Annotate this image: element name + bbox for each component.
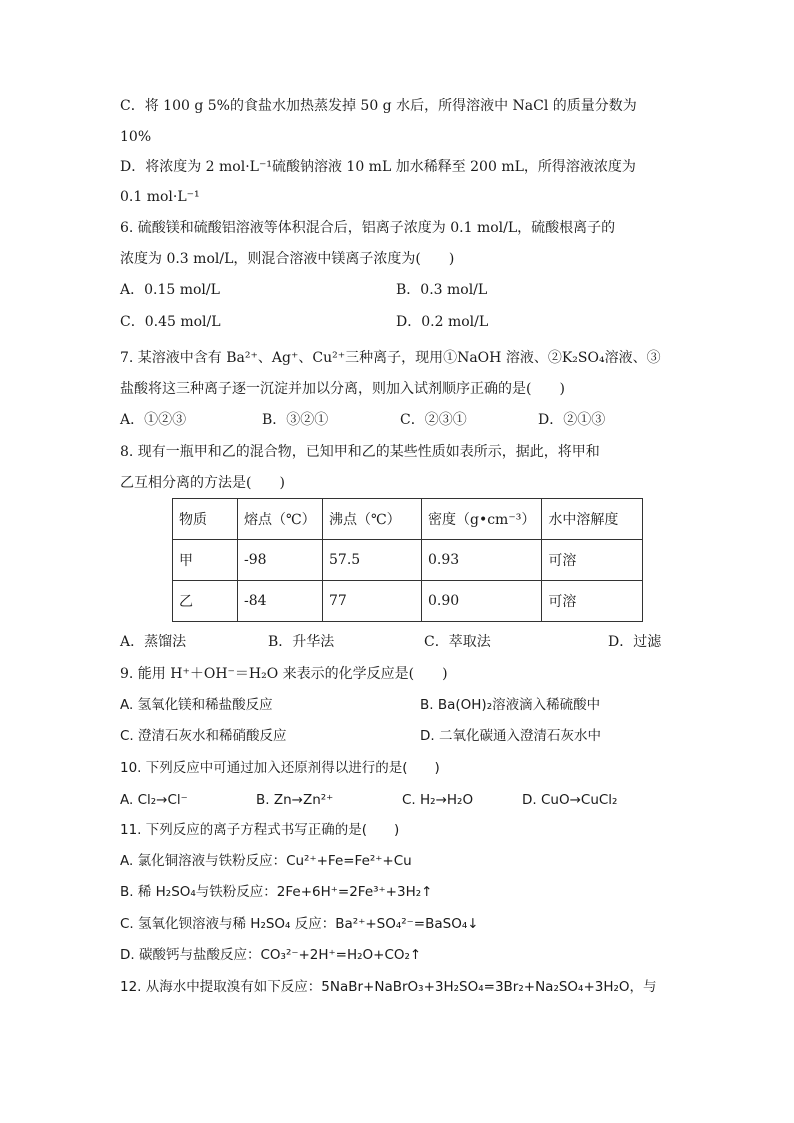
q9-option-d: D. 二氧化碳通入澄清石灰水中 <box>420 728 601 744</box>
properties-table <box>172 498 643 622</box>
q7-stem-line1: 7. 某溶液中含有 Ba²⁺、Ag⁺、Cu²⁺三种离子，现用①NaOH 溶液、②K₂SO₄溶液、③ <box>120 350 661 366</box>
q10-option-d: D. CuO→CuCl₂ <box>522 792 618 808</box>
table-cell: 77 <box>323 581 422 622</box>
table-cell: -84 <box>238 581 323 622</box>
q6-option-c: C．0.45 mol/L <box>120 314 221 330</box>
table-header-cell: 沸点（℃） <box>323 499 422 540</box>
q9-option-a: A. 氢氧化镁和稀盐酸反应 <box>120 697 273 713</box>
q6-option-b: B．0.3 mol/L <box>396 282 488 298</box>
q5-option-c-line2: 10% <box>120 129 152 145</box>
table-cell: 可溶 <box>542 581 643 622</box>
table-header-cell: 物质 <box>173 499 238 540</box>
q9-stem: 9. 能用 H⁺＋OH⁻＝H₂O 来表示的化学反应是( ) <box>120 666 448 682</box>
q6-option-d: D．0.2 mol/L <box>396 314 489 330</box>
q8-stem-line1: 8. 现有一瓶甲和乙的混合物，已知甲和乙的某些性质如表所示，据此，将甲和 <box>120 444 600 460</box>
q11-option-d: D. 碳酸钙与盐酸反应：CO₃²⁻+2H⁺=H₂O+CO₂↑ <box>120 947 422 963</box>
q9-option-c: C. 澄清石灰水和稀硝酸反应 <box>120 728 287 744</box>
q5-option-d-line2: 0.1 mol·L⁻¹ <box>120 189 200 205</box>
q7-option-a: A．①②③ <box>120 412 187 428</box>
table-cell: 可溶 <box>542 540 643 581</box>
table-cell: 0.90 <box>422 581 542 622</box>
table-cell: 57.5 <box>323 540 422 581</box>
q11-option-b: B. 稀 H₂SO₄与铁粉反应：2Fe+6H⁺=2Fe³⁺+3H₂↑ <box>120 884 433 900</box>
table-header-cell: 熔点（℃） <box>238 499 323 540</box>
q7-stem-line2: 盐酸将这三种离子逐一沉淀并加以分离，则加入试剂顺序正确的是( ) <box>120 381 565 397</box>
table-header-row <box>173 499 643 540</box>
q6-stem-line2: 浓度为 0.3 mol/L，则混合溶液中镁离子浓度为( ) <box>120 251 455 267</box>
table-header-cell: 水中溶解度 <box>542 499 643 540</box>
q11-option-c: C. 氢氧化钡溶液与稀 H₂SO₄ 反应：Ba²⁺+SO₄²⁻=BaSO₄↓ <box>120 916 479 932</box>
q5-option-d-line1: D．将浓度为 2 mol·L⁻¹硫酸钠溶液 10 mL 加水稀释至 200 mL，所得溶液浓度为 <box>120 159 636 175</box>
table-cell: 甲 <box>173 540 238 581</box>
q8-option-b: B．升华法 <box>268 634 335 650</box>
q8-option-a: A．蒸馏法 <box>120 634 187 650</box>
q8-option-d: D．过滤 <box>608 634 662 650</box>
table-header-cell: 密度（g•cm⁻³） <box>422 499 542 540</box>
q10-stem: 10. 下列反应中可通过加入还原剂得以进行的是( ) <box>120 760 440 776</box>
q8-stem-line2: 乙互相分离的方法是( ) <box>120 475 285 491</box>
q12-stem: 12. 从海水中提取溴有如下反应：5NaBr+NaBrO₃+3H₂SO₄=3Br₂+Na₂SO₄+3H₂O，与 <box>120 979 657 995</box>
q5-option-c-line1: C．将 100 g 5%的食盐水加热蒸发掉 50 g 水后，所得溶液中 NaCl 的质量分数为 <box>120 98 637 114</box>
table-cell: 乙 <box>173 581 238 622</box>
table-cell: 0.93 <box>422 540 542 581</box>
q11-option-a: A. 氯化铜溶液与铁粉反应：Cu²⁺+Fe=Fe²⁺+Cu <box>120 853 412 869</box>
q6-stem-line1: 6. 硫酸镁和硫酸铝溶液等体积混合后，铝离子浓度为 0.1 mol/L，硫酸根离子的 <box>120 220 616 236</box>
q10-option-a: A. Cl₂→Cl⁻ <box>120 792 188 808</box>
table-row <box>173 540 643 581</box>
q6-option-a: A．0.15 mol/L <box>120 282 220 298</box>
q7-option-c: C．②③① <box>400 412 467 428</box>
q7-option-b: B．③②① <box>262 412 329 428</box>
q10-option-b: B. Zn→Zn²⁺ <box>256 792 334 808</box>
table-row <box>173 581 643 622</box>
table-cell: -98 <box>238 540 323 581</box>
q10-option-c: C. H₂→H₂O <box>402 792 474 808</box>
q8-option-c: C．萃取法 <box>424 634 491 650</box>
q11-stem: 11. 下列反应的离子方程式书写正确的是( ) <box>120 822 400 838</box>
q7-option-d: D．②①③ <box>538 412 606 428</box>
q9-option-b: B. Ba(OH)₂溶液滴入稀硫酸中 <box>420 697 601 713</box>
